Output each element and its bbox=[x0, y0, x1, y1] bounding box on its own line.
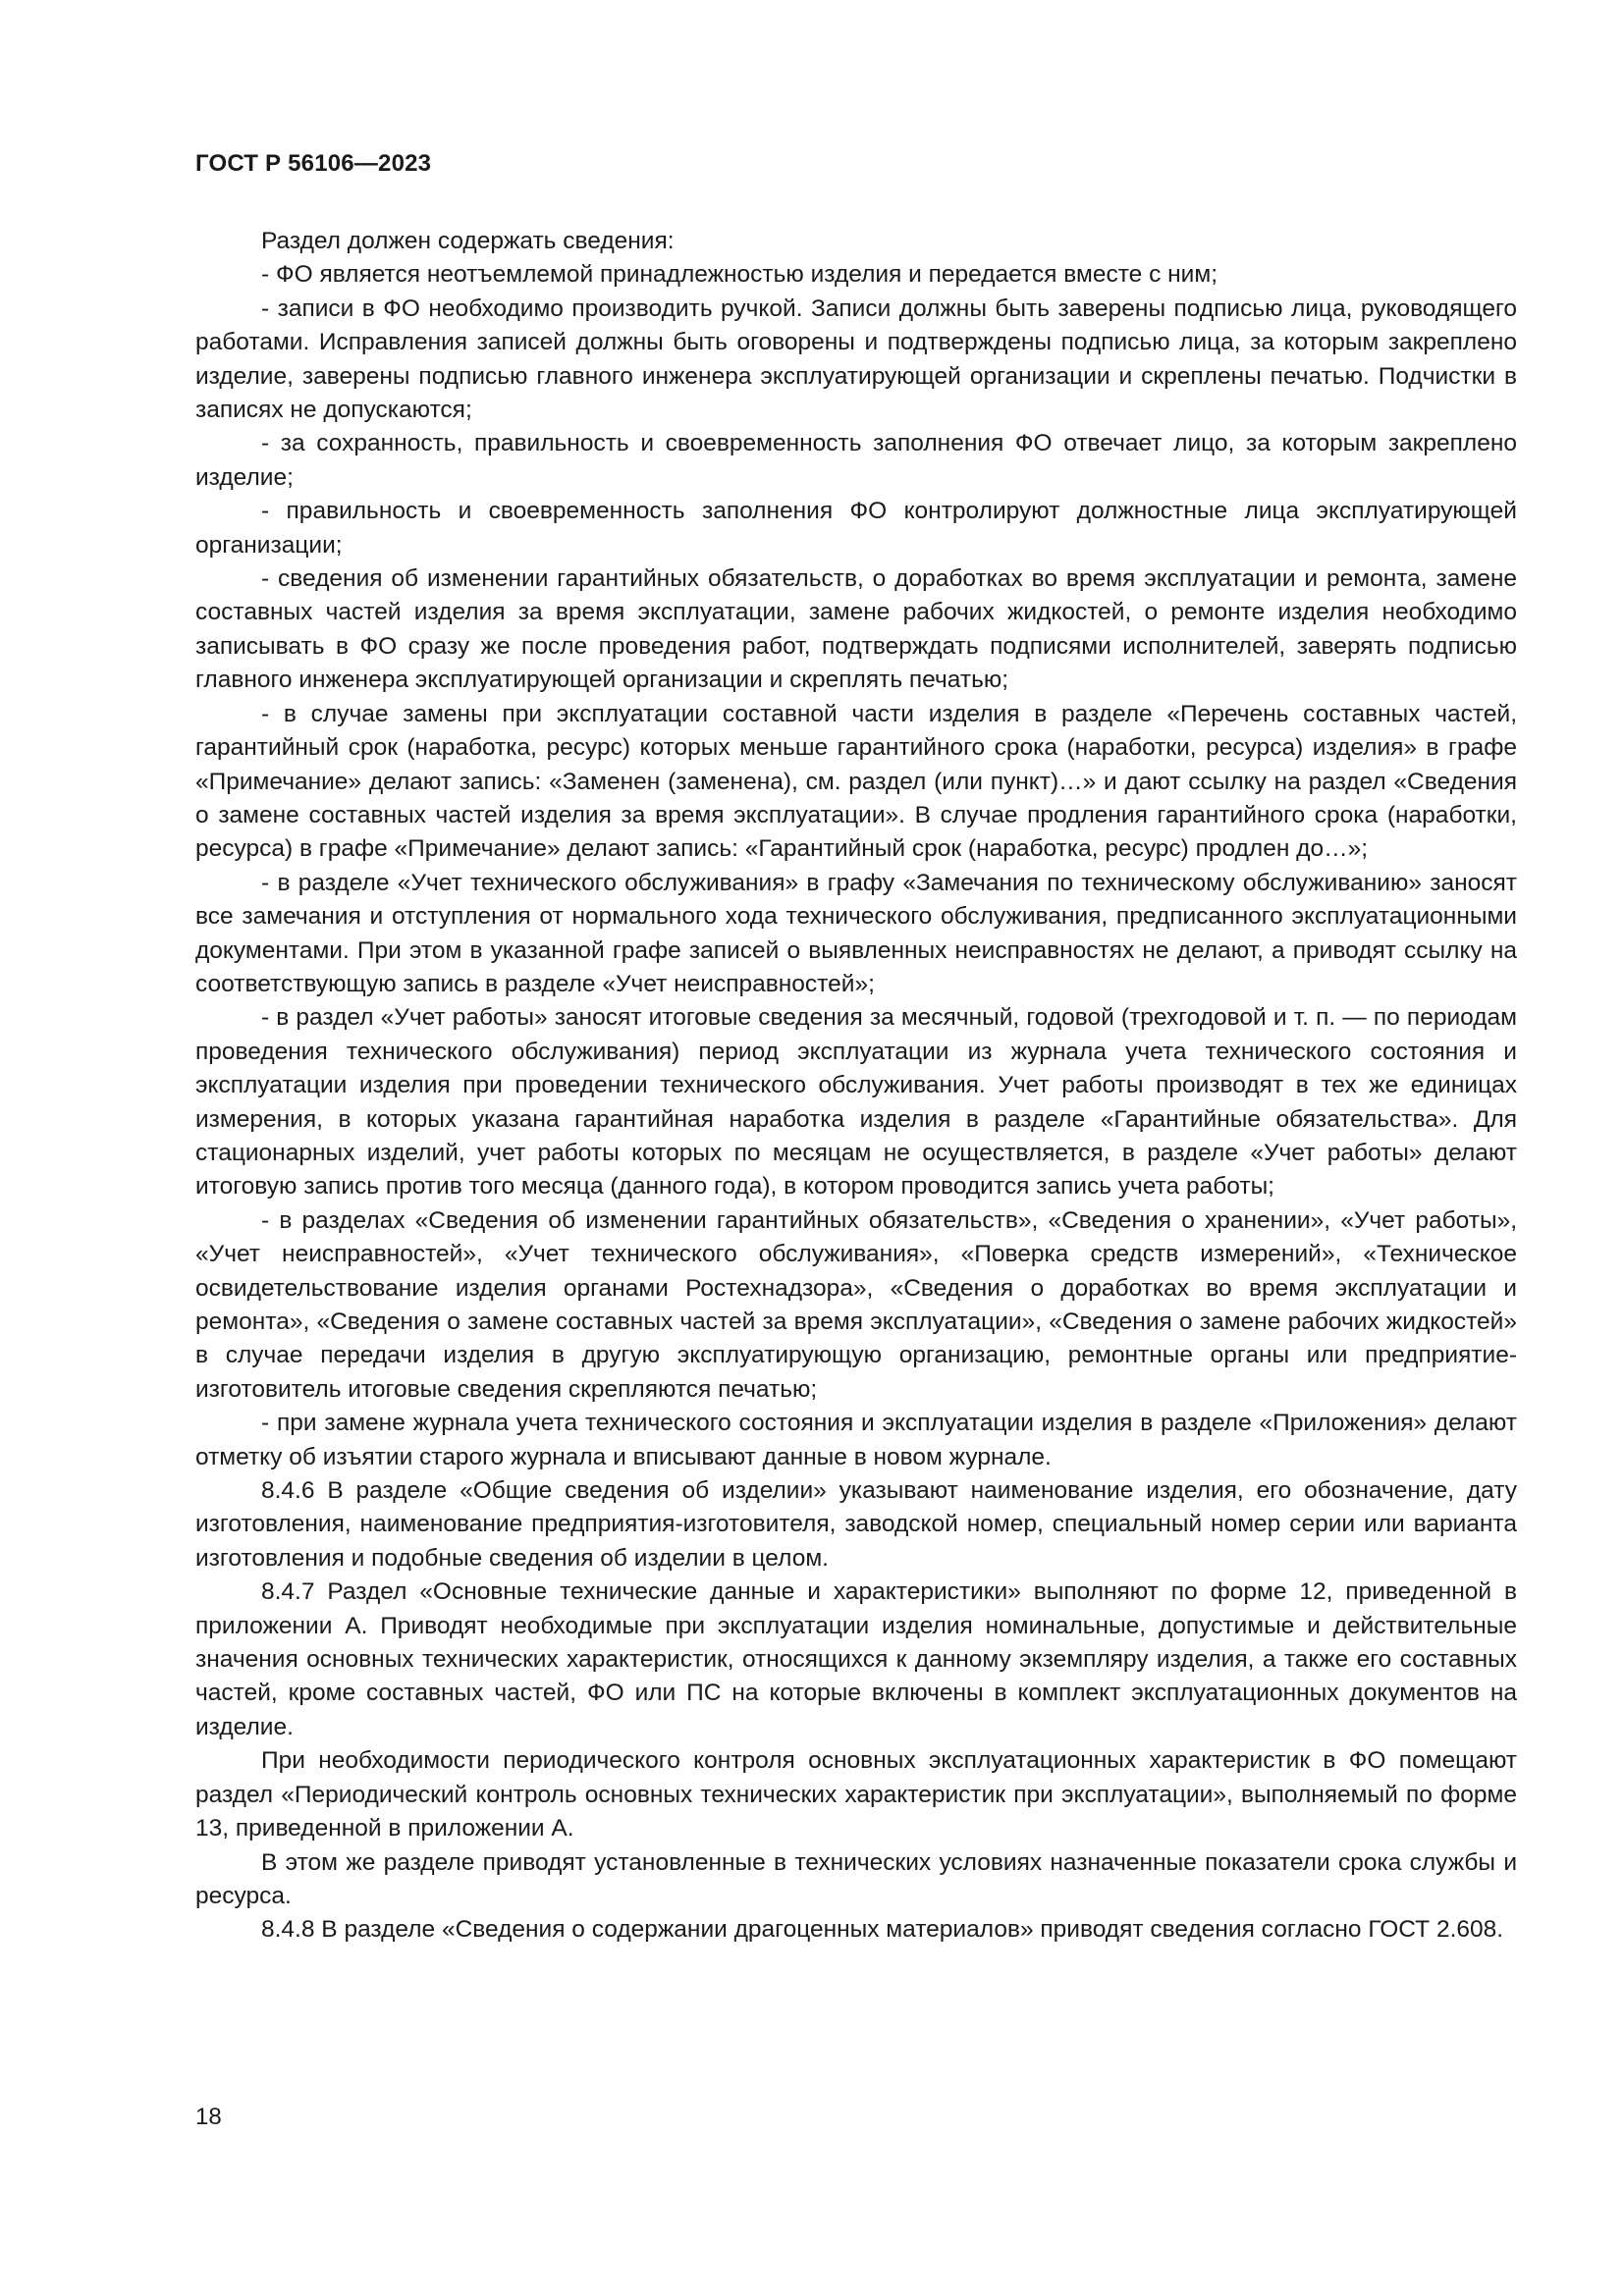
page-number: 18 bbox=[195, 2104, 222, 2130]
paragraph: - правильность и своевременность заполнения ФО контролируют должностные лица эксплуатирующей организации; bbox=[195, 498, 1517, 559]
paragraph: - в разделах «Сведения об изменении гарантийных обязательств», «Сведения о хранении», «Учет работы», «Учет неисправностей», «Учет технического обслуживания», «Поверка средств измерений», «Техническое освидетельствование изделия органами Ростехнадзора», «Сведения о доработках во время эксплуатации и ремонта», «Сведения о замене составных частей за время эксплуатации», «Сведения о замене рабочих жидкостей» в случае передачи изделия в другую эксплуатирующую организацию, ремонтные органы или предприятие-изготовитель итоговые сведения скрепляются печатью; bbox=[195, 1206, 1517, 1403]
paragraph: - в разделе «Учет технического обслуживания» в графу «Замечания по техническому обслуживанию» заносят все замечания и отступления от нормального хода технического обслуживания, предписанного эксплуатационными документами. При этом в указанной графе записей о выявленных неисправностях не делают, а приводят ссылку на соответствующую запись в разделе «Учет неисправностей»; bbox=[195, 869, 1517, 997]
paragraph: Раздел должен содержать сведения: bbox=[261, 228, 675, 254]
paragraph: - в случае замены при эксплуатации составной части изделия в разделе «Перечень составных частей, гарантийный срок (наработка, ресурс) которых меньше гарантийного срока (наработки, ресурса) изделия» в графе «Примечание» делают запись: «Заменен (заменена), см. раздел (или пункт)…» и дают ссылку на раздел «Сведения о замене составных частей изделия за время эксплуатации». В случае продления гарантийного срока (наработки, ресурса) в графе «Примечание» делают запись: «Гарантийный срок (наработка, ресурс) продлен до…»; bbox=[195, 700, 1517, 863]
paragraph: 8.4.7 Раздел «Основные технические данные и характеристики» выполняют по форме 12, приведенной в приложении А. Приводят необходимые при эксплуатации изделия номинальные, допустимые и действительные значения основных технических характеристик, относящихся к данному экземпляру изделия, а также его составных частей, кроме составных частей, ФО или ПС на которые включены в комплект эксплуатационных документов на изделие. bbox=[195, 1578, 1517, 1740]
paragraph: 8.4.8 В разделе «Сведения о содержании драгоценных материалов» приводят сведения согласно ГОСТ 2.608. bbox=[261, 1916, 1504, 1944]
paragraph: - в раздел «Учет работы» заносят итоговые сведения за месячный, годовой (трехгодовой и т. п. — по периодам проведения технического обслуживания) период эксплуатации из журнала учета технического состояния и эксплуатации изделия при проведении технического обслуживания. Учет работы производят в тех же единицах измерения, в которых указана гарантийная наработка изделия в разделе «Гарантийные обязательства». Для стационарных изделий, учет работы которых по месяцам не осуществляется, в разделе «Учет работы» делают итоговую запись против того месяца (данного года), в котором проводится запись учета работы; bbox=[195, 1004, 1517, 1201]
paragraph: 8.4.6 В разделе «Общие сведения об изделии» указывают наименование изделия, его обозначение, дату изготовления, наименование предприятия-изготовителя, заводской номер, специальный номер серии или варианта изготовления и подобные сведения об изделии в целом. bbox=[195, 1477, 1517, 1572]
paragraph: - сведения об изменении гарантийных обязательств, о доработках во время эксплуатации и ремонта, замене составных частей изделия за время эксплуатации, замене рабочих жидкостей, о ремонте изделия необходимо записывать в ФО сразу же после проведения работ, подтверждать подписями исполнителей, заверять подписью главного инженера эксплуатирующей организации и скреплять печатью; bbox=[195, 565, 1517, 694]
paragraph: - ФО является неотъемлемой принадлежностью изделия и передается вместе с ним; bbox=[261, 261, 1218, 289]
paragraph: - записи в ФО необходимо производить ручкой. Записи должны быть заверены подписью лица, руководящего работами. Исправления записей должны быть оговорены и подтверждены подписью лица, за которым закреплено изделие, заверены подписью главного инженера эксплуатирующей организации и скреплены печатью. Подчистки в записях не допускаются; bbox=[195, 294, 1517, 424]
paragraph: При необходимости периодического контроля основных эксплуатационных характеристик в ФО помещают раздел «Периодический контроль основных технических характеристик при эксплуатации», выполняемый по форме 13, приведенной в приложении А. bbox=[195, 1747, 1517, 1842]
body-text bbox=[195, 225, 1517, 1948]
paragraph: В этом же разделе приводят установленные в технических условиях назначенные показатели срока службы и ресурса. bbox=[195, 1848, 1517, 1909]
paragraph: - за сохранность, правильность и своевременность заполнения ФО отвечает лицо, за которым закреплено изделие; bbox=[195, 430, 1517, 491]
paragraph: - при замене журнала учета технического состояния и эксплуатации изделия в разделе «Приложения» делают отметку об изъятии старого журнала и вписывают данные в новом журнале. bbox=[195, 1410, 1517, 1470]
standard-designation: ГОСТ Р 56106—2023 bbox=[195, 150, 432, 177]
